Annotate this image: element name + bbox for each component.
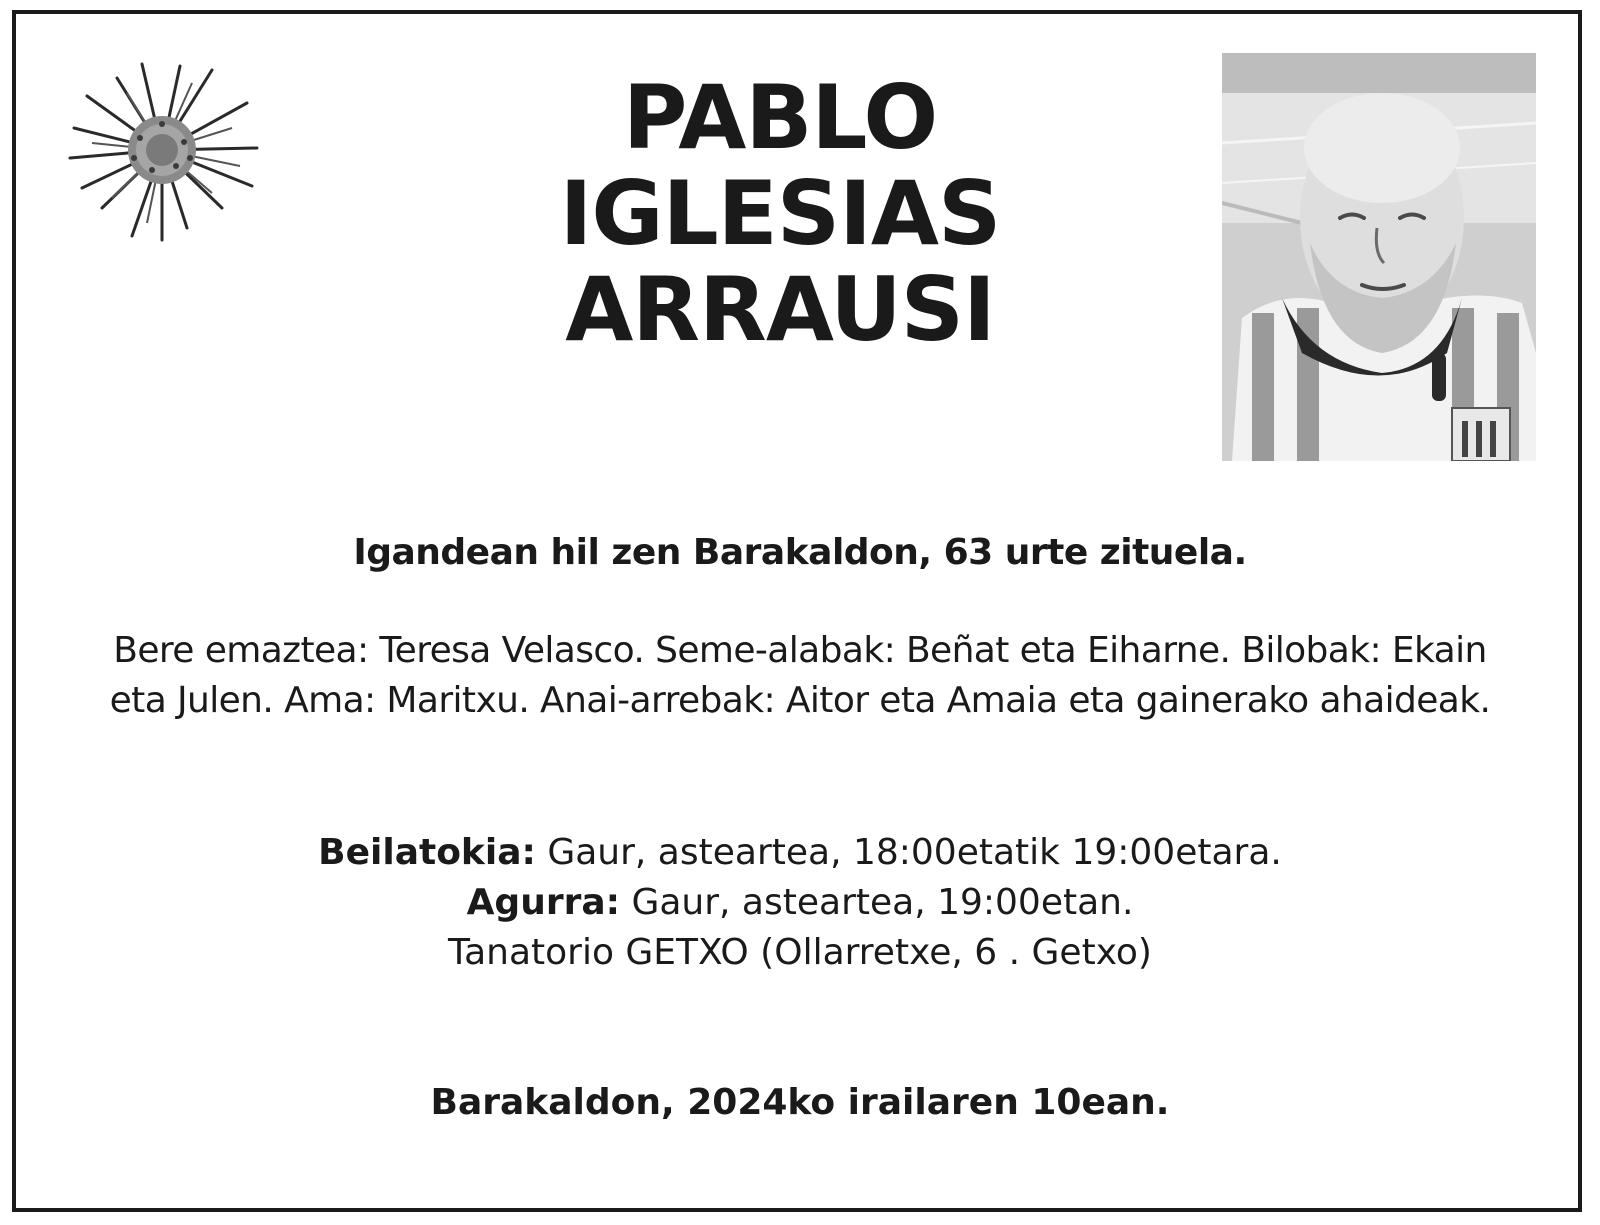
- family-line: eta Julen. Ama: Maritxu. Anai-arrebak: Aitor eta Amaia eta gainerako ahaideak.: [109, 680, 1491, 721]
- wake-label: Beilatokia:: [318, 832, 536, 873]
- death-announcement: Igandean hil zen Barakaldon, 63 urte zituela.: [353, 532, 1247, 573]
- farewell-value: Gaur, asteartea, 19:00etan.: [620, 882, 1134, 923]
- family-members: [60, 626, 1540, 726]
- venue: Tanatorio GETXO (Ollarretxe, 6 . Getxo): [448, 932, 1152, 973]
- farewell-row: [60, 878, 1540, 928]
- place-and-date: Barakaldon, 2024ko irailaren 10ean.: [430, 1082, 1170, 1123]
- wake-row: [60, 828, 1540, 878]
- farewell-label: Agurra:: [466, 882, 621, 923]
- ceremony-details: [60, 828, 1540, 978]
- family-line: Bere emaztea: Teresa Velasco. Seme-alabak: Beñat eta Eiharne. Bilobak: Ekain: [113, 630, 1487, 671]
- portrait-photo-icon: [1222, 53, 1536, 461]
- first-name: PABLO: [622, 66, 938, 169]
- first-surname: IGLESIAS: [559, 162, 1001, 265]
- thistle-flower-icon: [62, 58, 262, 243]
- deceased-name: [520, 66, 1040, 361]
- second-surname: ARRAUSI: [565, 258, 995, 361]
- wake-value: Gaur, asteartea, 18:00etatik 19:00etara.: [535, 832, 1282, 873]
